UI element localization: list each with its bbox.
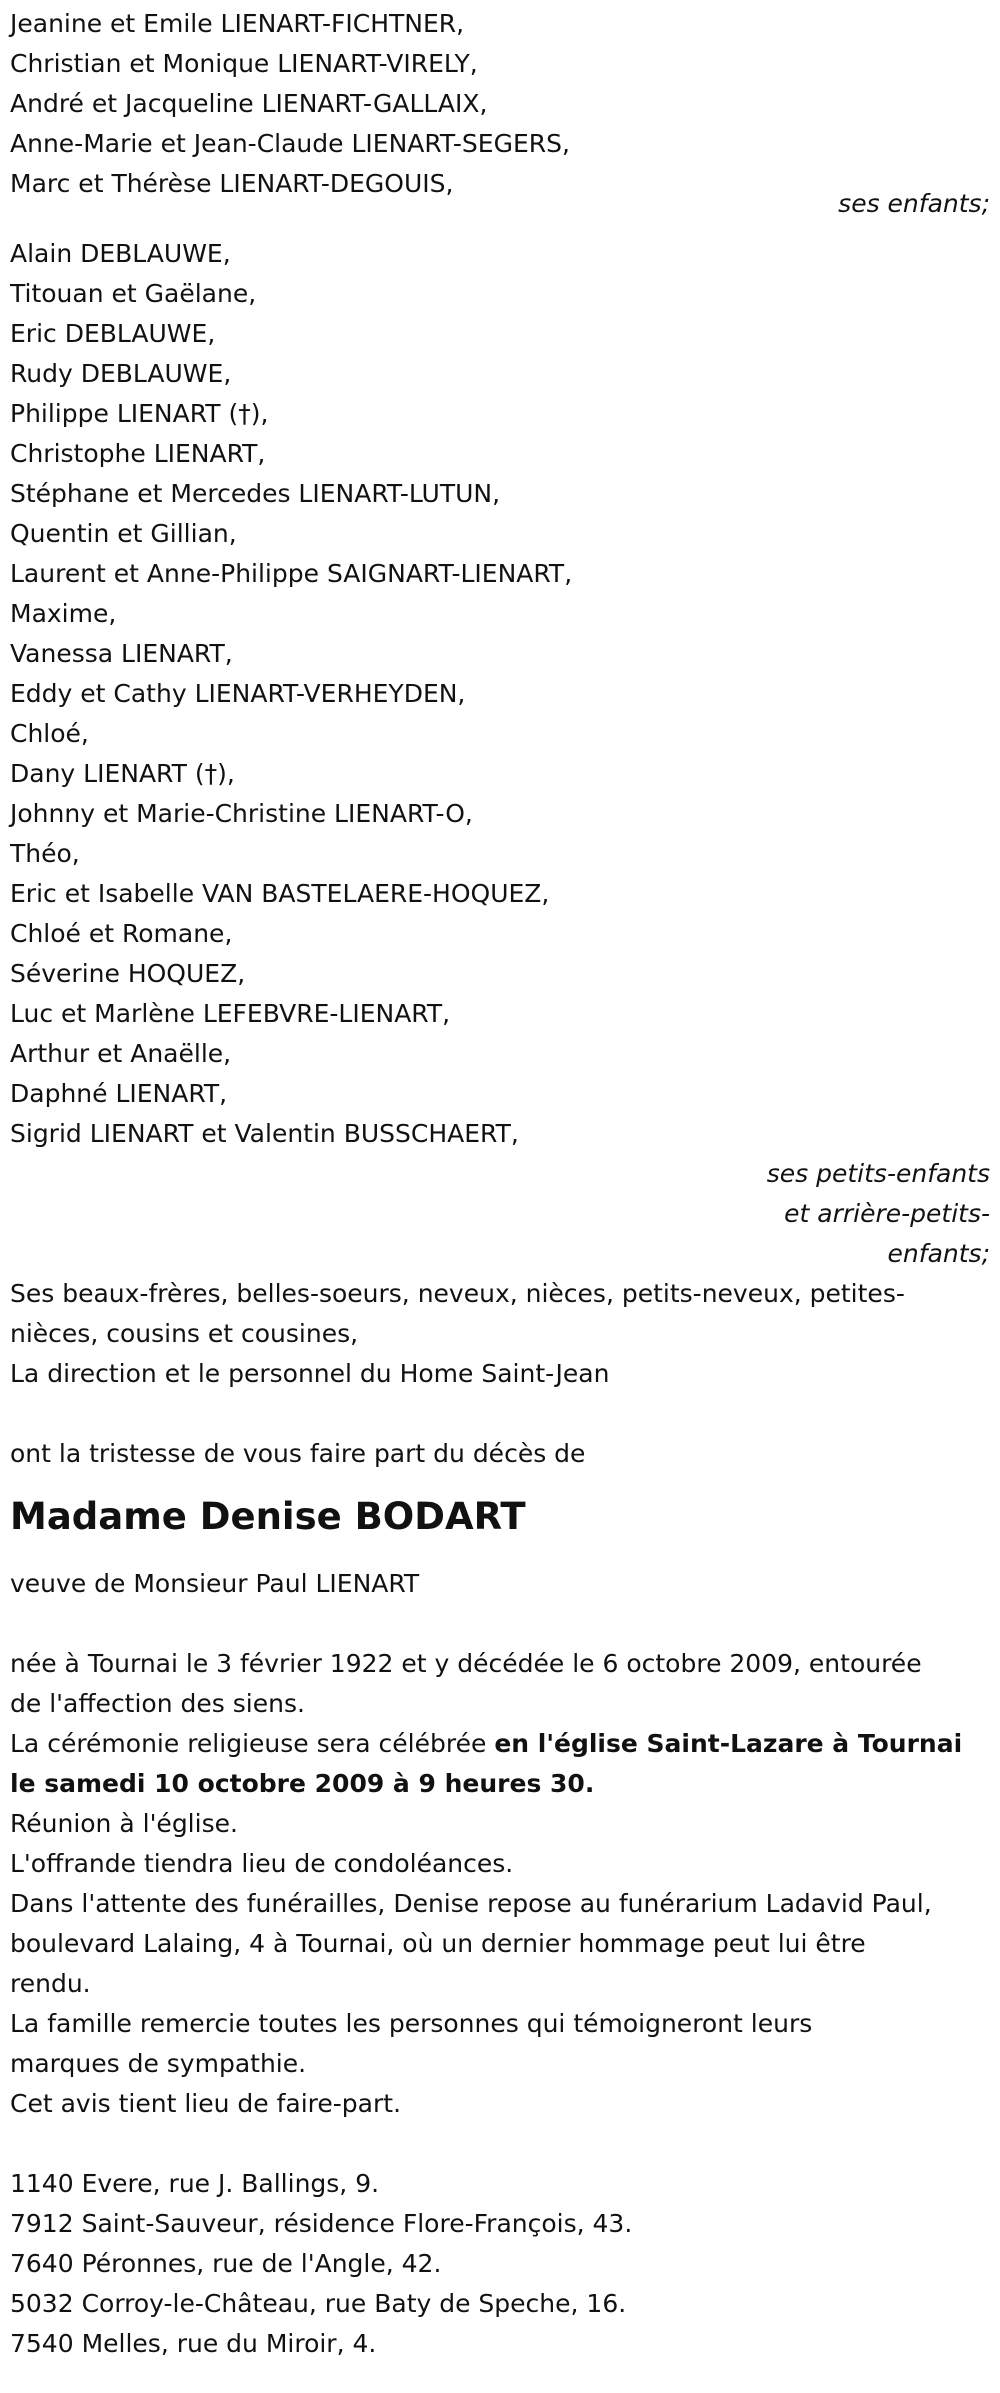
others-list	[10, 1274, 990, 1394]
list-item: Daphné LIENART,	[10, 1079, 228, 1108]
list-item: Théo,	[10, 839, 80, 868]
list-item: Alain DEBLAUWE,	[10, 239, 231, 268]
detail-line: Dans l'attente des funérailles, Denise repose au funérarium Ladavid Paul,	[10, 1889, 932, 1918]
list-item: Chloé et Romane,	[10, 919, 233, 948]
list-item: Vanessa LIENART,	[10, 639, 233, 668]
list-item: André et Jacqueline LIENART-GALLAIX,	[10, 89, 488, 118]
announcement: ont la tristesse de vous faire part du décès de	[10, 1439, 586, 1468]
list-item: Luc et Marlène LEFEBVRE-LIENART,	[10, 999, 451, 1028]
list-item: Anne-Marie et Jean-Claude LIENART-SEGERS,	[10, 129, 570, 158]
address-line: 1140 Evere, rue J. Ballings, 9.	[10, 2169, 380, 2198]
list-item: Rudy DEBLAUWE,	[10, 359, 232, 388]
ceremony-prefix: La cérémonie religieuse sera célébrée	[10, 1729, 495, 1758]
list-item: Eric DEBLAUWE,	[10, 319, 216, 348]
address-line: 5032 Corroy-le-Château, rue Baty de Speche, 16.	[10, 2289, 627, 2318]
list-item: Jeanine et Emile LIENART-FICHTNER,	[10, 9, 465, 38]
list-item: Dany LIENART (†),	[10, 759, 235, 788]
grandchildren-label-line: ses petits-enfants	[766, 1159, 990, 1188]
list-item: Titouan et Gaëlane,	[10, 279, 257, 308]
list-item: Quentin et Gillian,	[10, 519, 237, 548]
addresses	[10, 2164, 990, 2364]
list-item: Laurent et Anne-Philippe SAIGNART-LIENART,	[10, 559, 573, 588]
detail-line: marques de sympathie.	[10, 2049, 307, 2078]
list-item: Chloé,	[10, 719, 89, 748]
address-line: 7912 Saint-Sauveur, résidence Flore-François, 43.	[10, 2209, 633, 2238]
deceased-name: Madame Denise BODART	[10, 1495, 526, 1538]
details	[10, 1644, 990, 2124]
detail-line: La famille remercie toutes les personnes qui témoigneront leurs	[10, 2009, 813, 2038]
list-item: Johnny et Marie-Christine LIENART-O,	[10, 799, 473, 828]
birth-death-line: de l'affection des siens.	[10, 1689, 305, 1718]
list-item: Séverine HOQUEZ,	[10, 959, 246, 988]
detail-line: L'offrande tiendra lieu de condoléances.	[10, 1849, 514, 1878]
detail-line: Cet avis tient lieu de faire-part.	[10, 2089, 402, 2118]
list-item: Christophe LIENART,	[10, 439, 266, 468]
list-item: Stéphane et Mercedes LIENART-LUTUN,	[10, 479, 501, 508]
grandchildren-label-line: enfants;	[887, 1239, 990, 1268]
detail-line: rendu.	[10, 1969, 91, 1998]
list-item: Philippe LIENART (†),	[10, 399, 269, 428]
list-item: La direction et le personnel du Home Saint-Jean	[10, 1359, 610, 1388]
detail-line: boulevard Lalaing, 4 à Tournai, où un dernier hommage peut lui être	[10, 1929, 866, 1958]
ceremony-place: en l'église Saint-Lazare à Tournai	[494, 1729, 963, 1758]
list-item: Sigrid LIENART et Valentin BUSSCHAERT,	[10, 1119, 519, 1148]
address-line: 7640 Péronnes, rue de l'Angle, 42.	[10, 2249, 442, 2278]
list-item: Eddy et Cathy LIENART-VERHEYDEN,	[10, 679, 466, 708]
widow-of: veuve de Monsieur Paul LIENART	[10, 1569, 420, 1598]
children-list	[10, 4, 990, 204]
list-item: Eric et Isabelle VAN BASTELAERE-HOQUEZ,	[10, 879, 550, 908]
ceremony-line	[10, 1724, 990, 1764]
list-item: Ses beaux-frères, belles-soeurs, neveux, nièces, petits-neveux, petites-	[10, 1279, 905, 1308]
list-item: Marc et Thérèse LIENART-DEGOUIS,	[10, 169, 454, 198]
list-item: Christian et Monique LIENART-VIRELY,	[10, 49, 478, 78]
list-item: Maxime,	[10, 599, 117, 628]
birth-death-line: née à Tournai le 3 février 1922 et y décédée le 6 octobre 2009, entourée	[10, 1649, 922, 1678]
list-item: Arthur et Anaëlle,	[10, 1039, 232, 1068]
detail-line: Réunion à l'église.	[10, 1809, 238, 1838]
list-item: nièces, cousins et cousines,	[10, 1319, 359, 1348]
grandchildren-label	[10, 1154, 990, 1274]
grandchildren-label-line: et arrière-petits-	[784, 1199, 990, 1228]
grandchildren-list	[10, 234, 990, 1154]
ceremony-date: le samedi 10 octobre 2009 à 9 heures 30.	[10, 1769, 595, 1798]
children-label: ses enfants;	[838, 189, 990, 218]
address-line: 7540 Melles, rue du Miroir, 4.	[10, 2329, 377, 2358]
